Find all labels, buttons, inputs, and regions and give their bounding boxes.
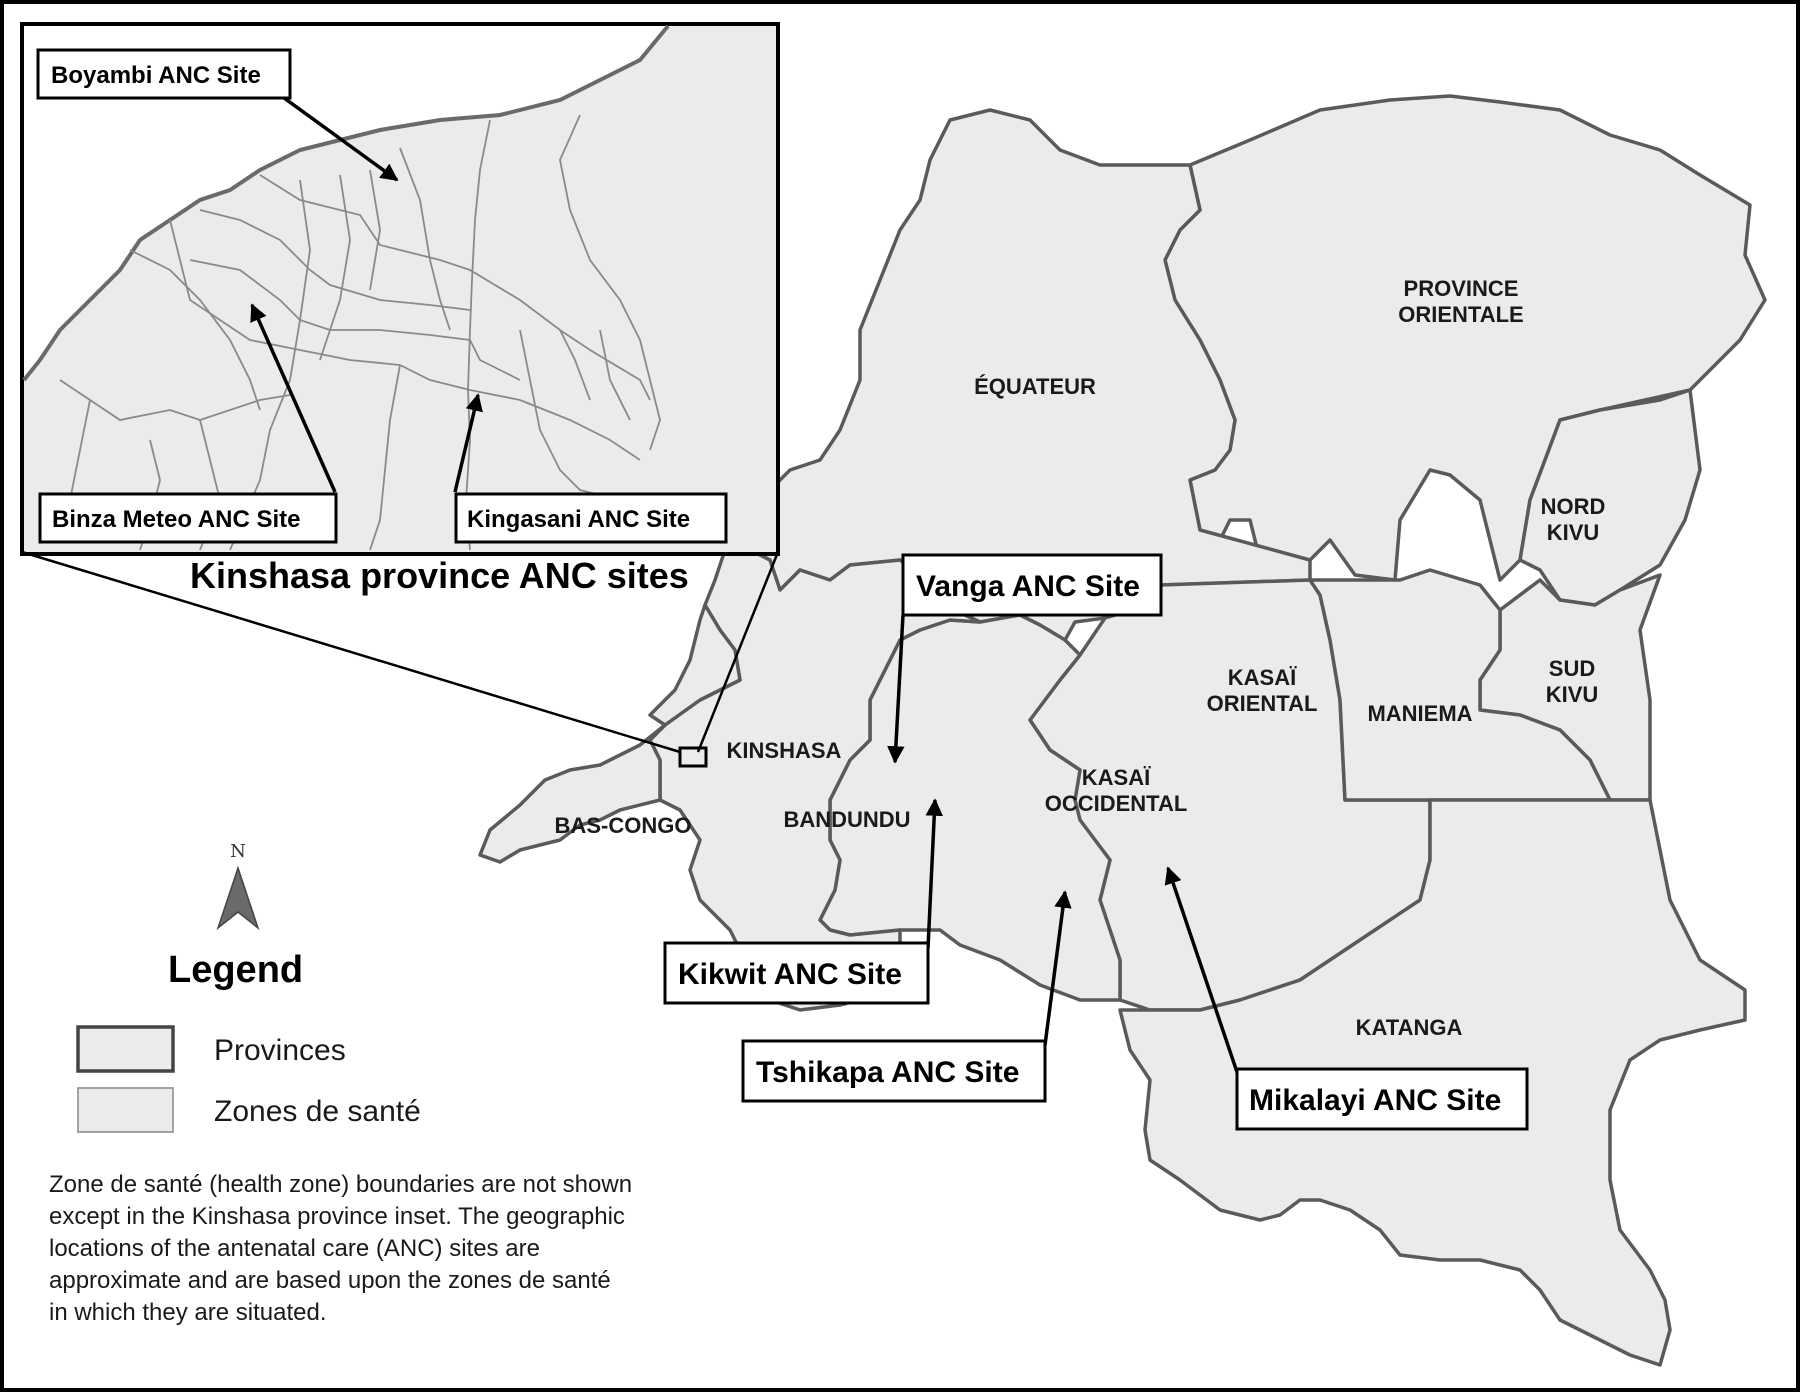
province-sud-kivu-label: SUD bbox=[1548, 656, 1596, 681]
province-kasai-oriental-label-2: ORIENTAL bbox=[1206, 691, 1318, 716]
note-line-3: locations of the antenatal care (ANC) sites are bbox=[49, 1235, 540, 1262]
province-equateur-label: ÉQUATEUR bbox=[974, 374, 1096, 399]
province-orientale-label-2: ORIENTALE bbox=[1398, 302, 1524, 327]
note-line-4: approximate and are based upon the zones de santé bbox=[49, 1267, 611, 1294]
legend-label-provinces: Provinces bbox=[214, 1034, 346, 1067]
svg-text:Kikwit ANC Site: Kikwit ANC Site bbox=[678, 958, 902, 991]
svg-text:Tshikapa ANC Site: Tshikapa ANC Site bbox=[756, 1056, 1020, 1089]
north-arrow-icon bbox=[218, 868, 258, 928]
svg-text:Binza Meteo ANC Site: Binza Meteo ANC Site bbox=[52, 506, 301, 533]
province-bas-congo-label: BAS-CONGO bbox=[554, 813, 692, 838]
legend-swatch-provinces bbox=[78, 1027, 173, 1071]
svg-text:Boyambi ANC Site: Boyambi ANC Site bbox=[51, 62, 261, 89]
tshikapa-site-label bbox=[743, 1041, 1045, 1101]
province-kasai-oriental-label: KASAÏ bbox=[1227, 665, 1297, 690]
province-maniema-label: MANIEMA bbox=[1367, 701, 1473, 726]
note-line-2: except in the Kinshasa province inset. The geographic bbox=[49, 1203, 625, 1230]
province-kasai-occidental-label: KASAÏ bbox=[1081, 765, 1151, 790]
province-kasai-occidental-label-2: OCCIDENTAL bbox=[1044, 791, 1188, 816]
province-orientale-label: PROVINCE bbox=[1403, 276, 1519, 301]
inset-title: Kinshasa province ANC sites bbox=[190, 555, 689, 596]
kingasani-site-label bbox=[456, 494, 726, 542]
province-kinshasa-label: KINSHASA bbox=[726, 738, 842, 763]
north-arrow bbox=[218, 841, 258, 928]
province-sud-kivu-label-2: KIVU bbox=[1545, 682, 1599, 707]
legend-title: Legend bbox=[168, 949, 304, 991]
svg-text:Mikalayi ANC Site: Mikalayi ANC Site bbox=[1249, 1084, 1502, 1117]
map-note bbox=[49, 1171, 632, 1326]
svg-text:Vanga ANC Site: Vanga ANC Site bbox=[916, 570, 1140, 603]
note-line-1: Zone de santé (health zone) boundaries are not shown bbox=[49, 1171, 633, 1198]
province-nord-kivu-label-2: KIVU bbox=[1546, 520, 1600, 545]
note-line-5: in which they are situated. bbox=[49, 1299, 327, 1326]
svg-text:Kingasani ANC Site: Kingasani ANC Site bbox=[467, 506, 691, 533]
province-bandundu-label: BANDUNDU bbox=[783, 807, 911, 832]
vanga-site-label bbox=[903, 555, 1161, 615]
legend-swatch-zones bbox=[78, 1088, 173, 1132]
north-letter: N bbox=[230, 841, 246, 862]
kinshasa-inset bbox=[22, 24, 778, 554]
kikwit-site-label bbox=[665, 943, 928, 1003]
mikalayi-site-label bbox=[1237, 1069, 1527, 1129]
legend bbox=[78, 949, 421, 1132]
binza-meteo-site-label bbox=[40, 494, 336, 542]
boyambi-site-label bbox=[38, 50, 290, 98]
province-katanga-label: KATANGA bbox=[1355, 1015, 1463, 1040]
province-bas-congo-shape bbox=[480, 725, 665, 862]
legend-label-zones: Zones de santé bbox=[214, 1095, 421, 1128]
province-nord-kivu-label: NORD bbox=[1540, 494, 1606, 519]
